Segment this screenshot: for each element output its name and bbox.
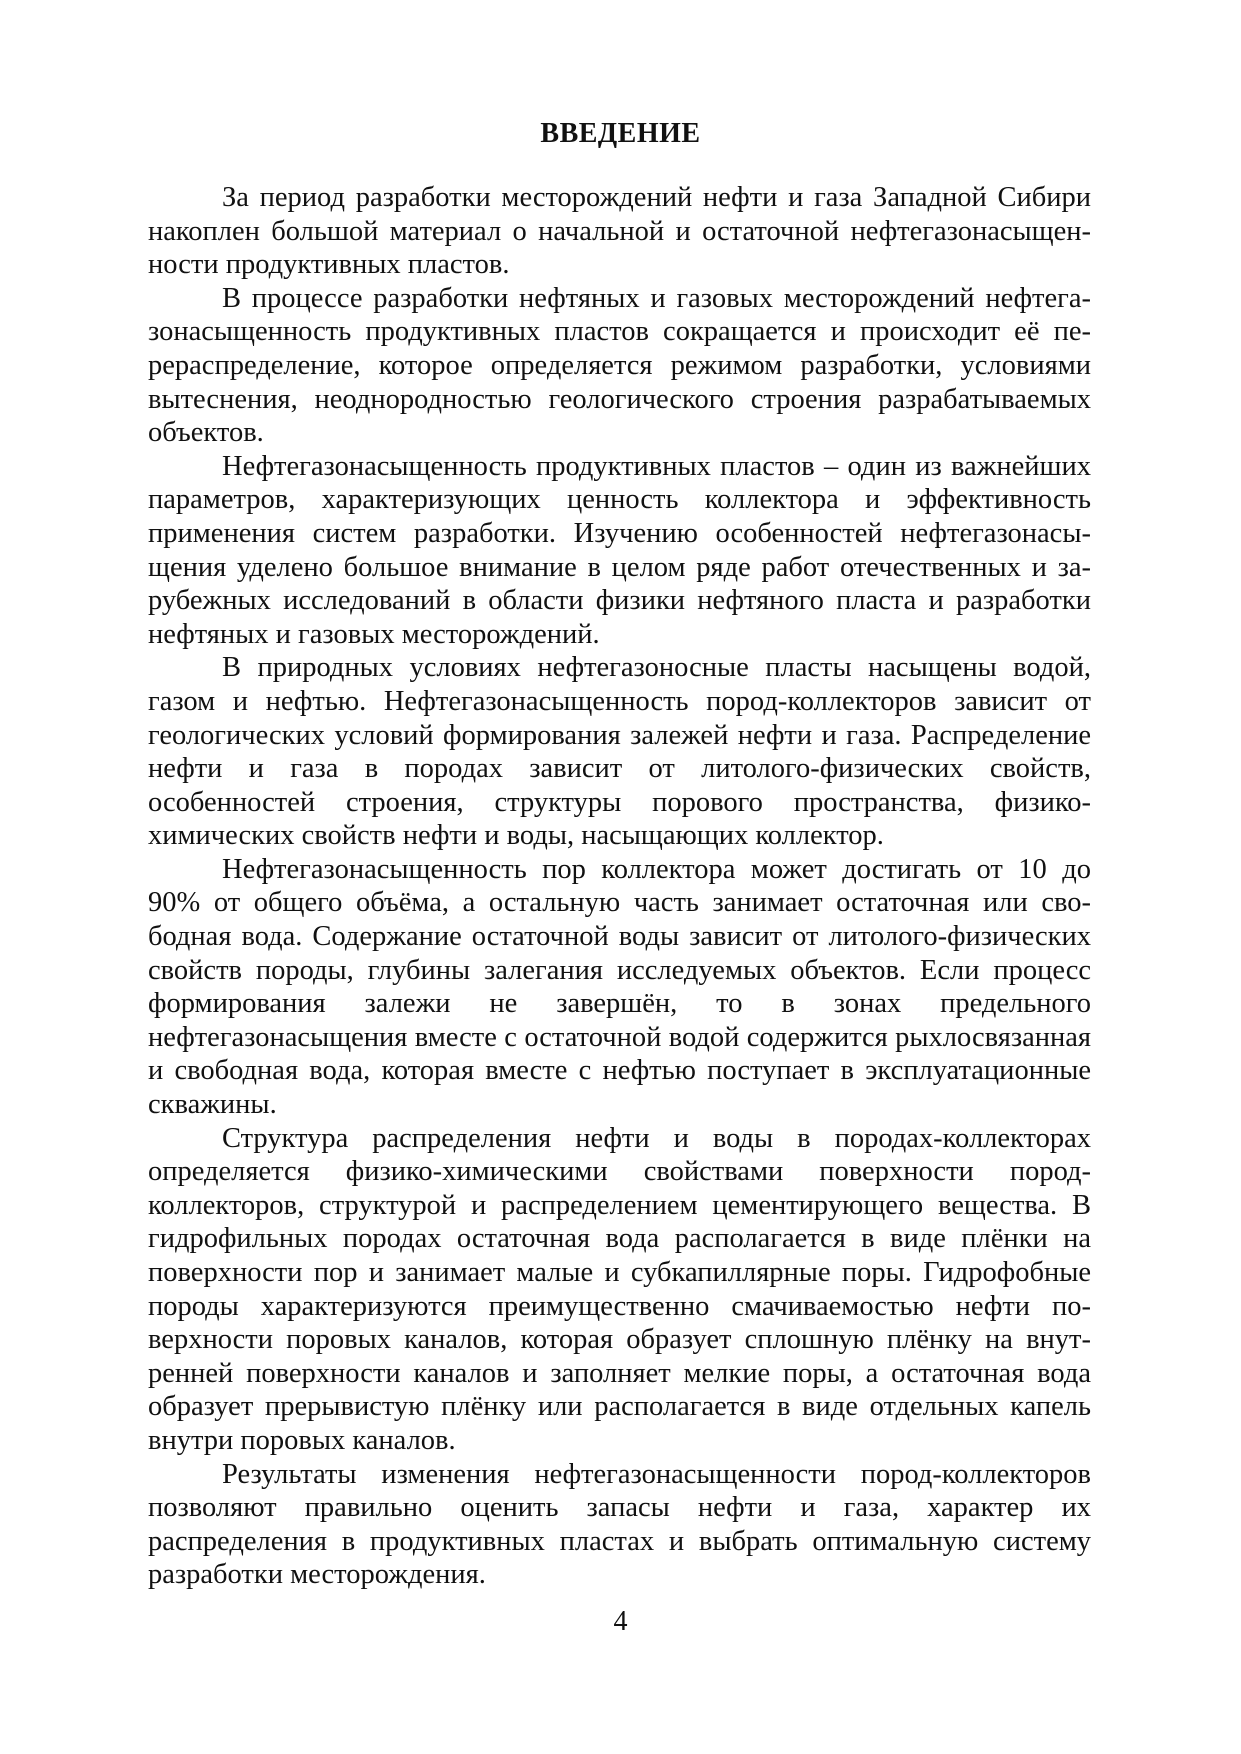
- body-text: [148, 181, 1091, 1592]
- page-number: 4: [613, 1606, 628, 1637]
- paragraph: Нефтегазонасыщенность продуктивных пластов – один из важнейших параметров, характеризующих ценность коллектора и эффективность применения систем разработки. Изучению особенностей нефтегазонасыщения уделено большое внимание в целом ряде работ отечественных и зарубежных исследований в области физики нефтяного пласта и разработки нефтяных и газовых месторождений.: [148, 450, 1091, 650]
- paragraph: За период разработки месторождений нефти и газа Западной Сибири накоплен большой материал о начальной и остаточной нефтегазонасыщенности продуктивных пластов.: [148, 182, 1091, 281]
- paragraph: Структура распределения нефти и воды в породах-коллекторах определяется физико-химическими свойствами поверхности пород-коллекторов, структурой и распределением цементирующего вещества. В гидрофильных породах остаточная вода располагается в виде плёнки на поверхности пор и занимает малые и субкапиллярные поры. Гидрофобные породы характеризуются преимущественно смачиваемостью нефти поверхности поровых каналов, которая образует сплошную плёнку на внутренней поверхности каналов и заполняет мелкие поры, а остаточная вода образует прерывистую плёнку или располагается в виде отдельных капель внутри поровых каналов.: [148, 1122, 1091, 1456]
- paragraph: Нефтегазонасыщенность пор коллектора может достигать от 10 до 90% от общего объёма, а остальную часть занимает остаточная или свободная вода. Содержание остаточной воды зависит от литолого-физических свойств породы, глубины залегания исследуемых объектов. Если процесс формирования залежи не завершён, то в зонах предельного нефтегазонасыщения вместе с остаточной водой содержится рыхлосвязанная и свободная вода, которая вместе с нефтью поступает в эксплуатационные скважины.: [148, 853, 1091, 1121]
- paragraph: В процессе разработки нефтяных и газовых месторождений нефтегазонасыщенность продуктивных пластов сокращается и происходит её перераспределение, которое определяется режимом разработки, условиями вытеснения, неоднородностью геологического строения разрабатываемых объектов.: [148, 282, 1091, 449]
- paragraph: Результаты изменения нефтегазонасыщенности пород-коллекторов позволяют правильно оценить запасы нефти и газа, характер их распределения в продуктивных пластах и выбрать оптимальную систему разработки месторождения.: [148, 1458, 1091, 1591]
- paragraph: В природных условиях нефтегазоносные пласты насыщены водой, газом и нефтью. Нефтегазонасыщенность пород-коллекторов зависит от геологических условий формирования залежей нефти и газа. Распределение нефти и газа в породах зависит от литолого-физических свойств, особенностей строения, структуры порового пространства, физико-химических свойств нефти и воды, насыщающих коллектор.: [148, 652, 1091, 852]
- page-title: ВВЕДЕНИЕ: [540, 118, 701, 149]
